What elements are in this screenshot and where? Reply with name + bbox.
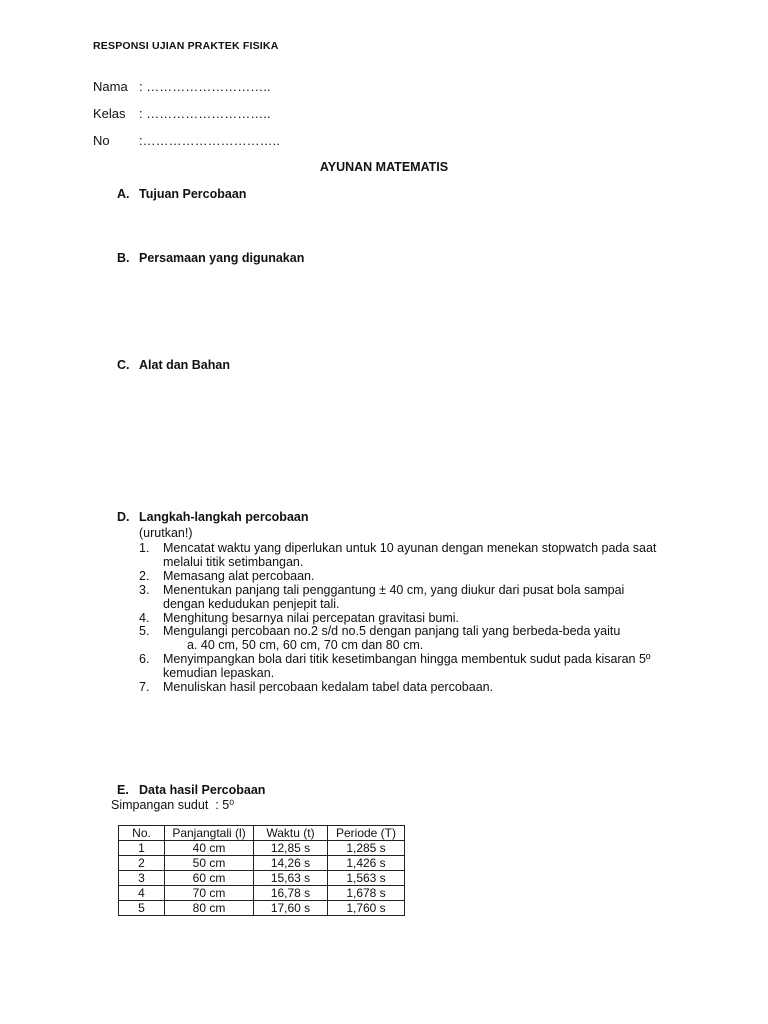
section-letter: D.	[117, 510, 130, 524]
sort-instruction: (urutkan!)	[139, 526, 193, 540]
step-text: Memasang alat percobaan.	[163, 568, 315, 583]
procedure-step	[139, 584, 659, 612]
section-letter: C.	[117, 358, 130, 372]
class-blank: : ………………………..	[139, 106, 271, 121]
procedure-step	[139, 612, 659, 626]
table-cell: 1,563 s	[328, 871, 405, 886]
number-label: No	[93, 133, 110, 148]
section-c-heading	[117, 358, 230, 372]
section-title: Alat dan Bahan	[139, 358, 230, 372]
section-b-heading	[117, 251, 304, 265]
document-header: RESPONSI UJIAN PRAKTEK FISIKA	[93, 40, 279, 52]
section-letter: B.	[117, 251, 130, 265]
procedure-step	[139, 542, 659, 570]
document-title: AYUNAN MATEMATIS	[319, 160, 449, 174]
column-header-length: Panjangtali (l)	[165, 826, 254, 841]
step-number: 4.	[139, 610, 150, 625]
table-cell: 12,85 s	[254, 841, 328, 856]
angle-deviation	[111, 797, 234, 812]
section-letter: A.	[117, 187, 130, 201]
table-cell: 1	[119, 841, 165, 856]
table-row	[119, 901, 405, 916]
table-cell: 1,285 s	[328, 841, 405, 856]
table-cell: 70 cm	[165, 886, 254, 901]
table-cell: 15,63 s	[254, 871, 328, 886]
table-row	[119, 841, 405, 856]
number-field	[93, 133, 280, 148]
name-label: Nama	[93, 79, 128, 94]
section-d-heading	[117, 510, 308, 524]
table-cell: 50 cm	[165, 856, 254, 871]
table-cell: 1,760 s	[328, 901, 405, 916]
step-sub-item: a. 40 cm, 50 cm, 60 cm, 70 cm dan 80 cm.	[187, 638, 424, 653]
table-cell: 1,426 s	[328, 856, 405, 871]
number-blank: :…………………………..	[139, 133, 280, 148]
table-cell: 4	[119, 886, 165, 901]
angle-value: : 5⁰	[215, 798, 235, 812]
table-cell: 17,60 s	[254, 901, 328, 916]
procedure-step	[139, 570, 659, 584]
name-field	[93, 79, 270, 94]
step-text: Menentukan panjang tali penggantung ± 40 cm, yang diukur dari pusat bola sampai dengan kedudukan penjepit tali.	[163, 582, 625, 611]
section-letter: E.	[117, 783, 129, 797]
table-cell: 3	[119, 871, 165, 886]
table-cell: 14,26 s	[254, 856, 328, 871]
table-cell: 5	[119, 901, 165, 916]
step-number: 1.	[139, 541, 150, 555]
table-row	[119, 886, 405, 901]
step-text: Mengulangi percobaan no.2 s/d no.5 dengan panjang tali yang berbeda-beda yaitu	[163, 624, 621, 639]
step-text: Menyimpangkan bola dari titik kesetimbangan hingga membentuk sudut pada kisaran 5º kemudian lepaskan.	[163, 652, 651, 681]
step-number: 7.	[139, 680, 150, 695]
table-cell: 16,78 s	[254, 886, 328, 901]
procedure-steps-list	[139, 542, 659, 695]
table-cell: 1,678 s	[328, 886, 405, 901]
section-e-heading	[117, 783, 265, 797]
section-title: Persamaan yang digunakan	[139, 251, 305, 265]
section-title: Data hasil Percobaan	[139, 783, 266, 797]
step-number: 5.	[139, 624, 150, 639]
class-label: Kelas	[93, 106, 126, 121]
step-text: Menghitung besarnya nilai percepatan gravitasi bumi.	[163, 610, 460, 625]
table-cell: 2	[119, 856, 165, 871]
section-a-heading	[117, 187, 246, 201]
section-title: Langkah-langkah percobaan	[139, 510, 309, 524]
step-text: Mencatat waktu yang diperlukan untuk 10 ayunan dengan menekan stopwatch pada saat melalui titik setimbangan.	[163, 541, 657, 569]
step-number: 3.	[139, 582, 150, 597]
name-blank: : ………………………..	[139, 79, 271, 94]
class-field	[93, 106, 270, 121]
step-text: Menuliskan hasil percobaan kedalam tabel data percobaan.	[163, 680, 494, 695]
angle-label: Simpangan sudut	[111, 798, 209, 812]
procedure-step	[139, 653, 659, 681]
column-header-period: Periode (T)	[328, 826, 405, 841]
table-row	[119, 871, 405, 886]
table-row	[119, 856, 405, 871]
step-number: 6.	[139, 652, 150, 667]
procedure-step	[139, 625, 659, 653]
section-title: Tujuan Percobaan	[139, 187, 247, 201]
column-header-no: No.	[119, 826, 165, 841]
table-cell: 80 cm	[165, 901, 254, 916]
step-number: 2.	[139, 568, 150, 583]
table-cell: 60 cm	[165, 871, 254, 886]
table-header-row	[119, 826, 405, 841]
procedure-step	[139, 681, 659, 695]
table-cell: 40 cm	[165, 841, 254, 856]
column-header-time: Waktu (t)	[254, 826, 328, 841]
results-table	[118, 825, 405, 916]
